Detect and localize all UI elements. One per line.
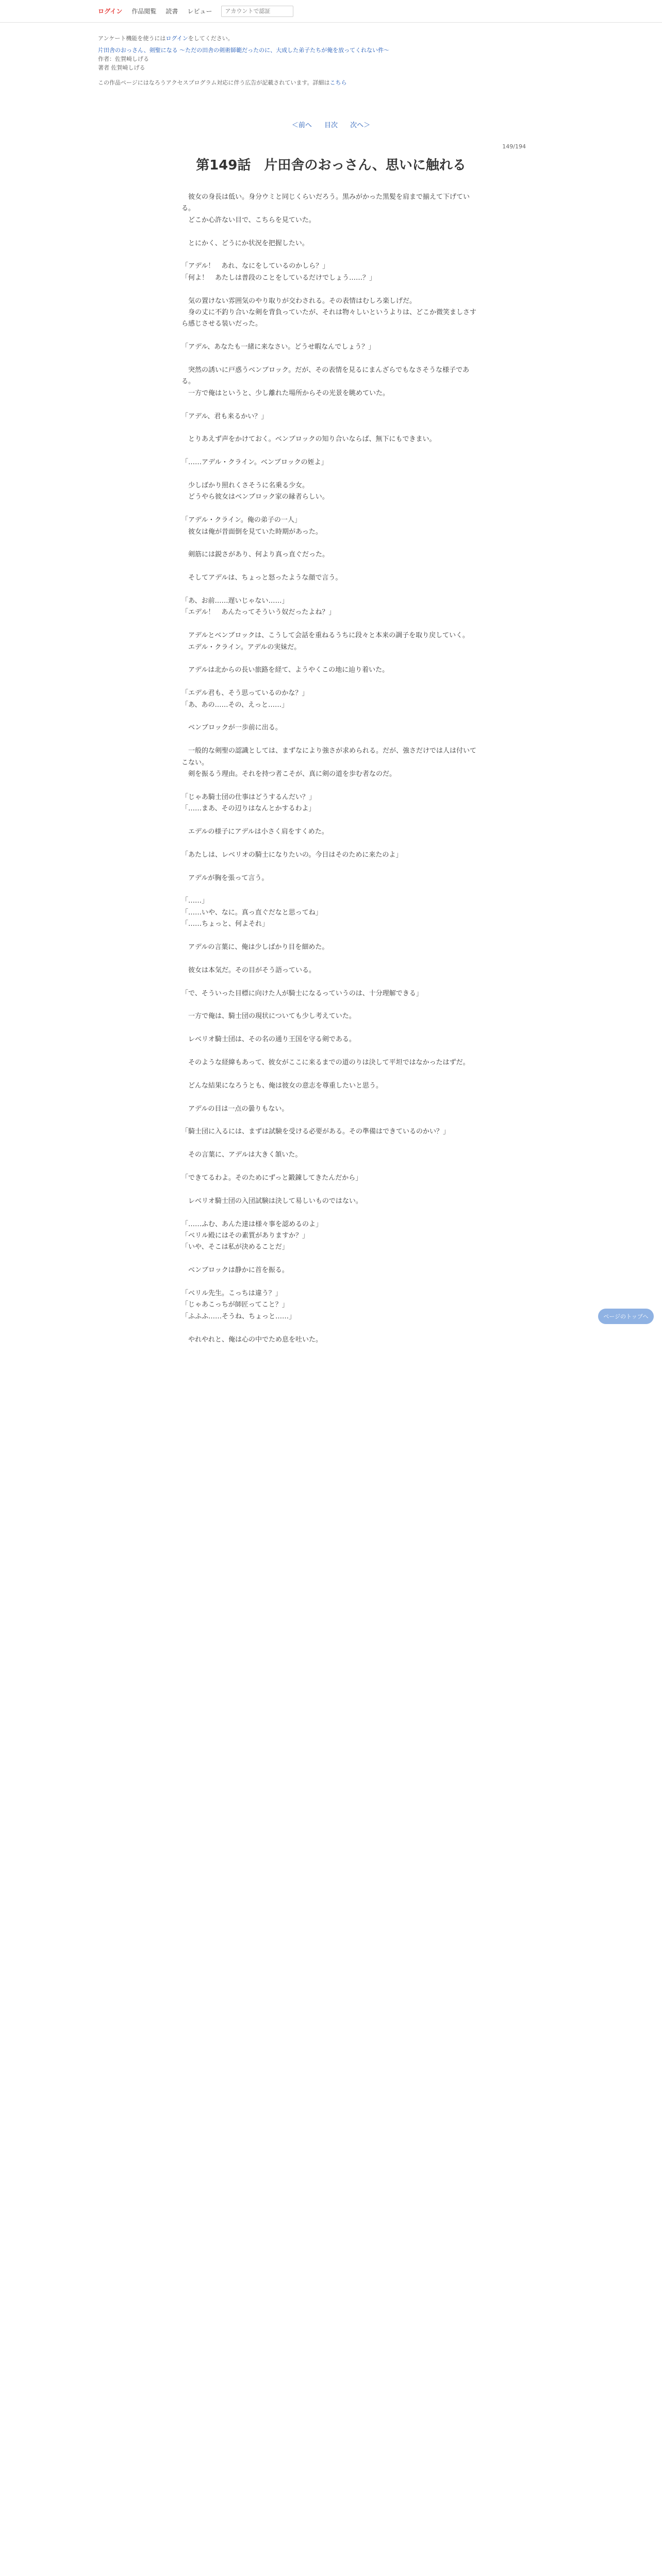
body-paragraph — [181, 353, 481, 365]
next-chapter-link[interactable]: 次へ＞ — [350, 122, 371, 129]
body-paragraph: 剣を振るう理由。それを持つ者こそが、真に剣の道を歩む者なのだ。 — [181, 770, 396, 778]
notice-area — [98, 34, 521, 87]
author-line — [98, 55, 521, 63]
top-navigation — [0, 0, 662, 23]
body-paragraph: 剣筋には鋭さがあり、何より真っ直ぐだった。 — [181, 551, 329, 559]
body-paragraph — [181, 284, 481, 295]
login-link[interactable]: ログイン — [98, 8, 123, 15]
body-paragraph — [181, 711, 481, 722]
body-paragraph: 「あ、あの……その、えっと……」 — [181, 701, 288, 709]
body-paragraph — [181, 780, 481, 791]
body-paragraph — [181, 1138, 481, 1149]
body-paragraph — [181, 884, 481, 895]
body-paragraph — [181, 1023, 481, 1034]
body-paragraph — [181, 399, 481, 411]
search-input[interactable] — [221, 6, 293, 17]
body-paragraph: どんな結果になろうとも、俺は彼女の意志を尊重したいと思う。 — [181, 1081, 383, 1090]
chapter-pager — [0, 120, 662, 129]
body-paragraph — [181, 976, 481, 988]
chapter-title: 第149話 片田舎のおっさん、思いに触れる — [196, 158, 466, 173]
body-paragraph: 気の置けない雰囲気のやり取りが交わされる。その表情はむしろ楽しげだ。 — [181, 297, 417, 305]
body-paragraph: レベリオ騎士団は、その名の通り王国を守る剣である。 — [181, 1036, 356, 1044]
body-paragraph — [181, 619, 481, 630]
notice-text: アンケート機能を使うには — [98, 35, 166, 42]
body-paragraph: 「……」 — [181, 897, 209, 905]
body-paragraph: そのような経緯もあって、彼女がここに来るまでの道のりは決して平坦ではなかったはずだ。 — [181, 1059, 470, 1067]
body-paragraph — [181, 1323, 481, 1334]
body-paragraph: 彼女の身長は低い。身分ウミと同じくらいだろう。黒みがかった黒髪を肩まで揃えて下げている。 — [181, 193, 470, 213]
body-paragraph: やれやれと、俺は心の中でため息を吐いた。 — [181, 1335, 323, 1344]
body-paragraph — [181, 953, 481, 964]
reading-link[interactable]: 読書 — [166, 8, 178, 15]
body-paragraph — [181, 861, 481, 872]
body-paragraph: 「……いや、なに。真っ直ぐだなと思ってね」 — [181, 908, 322, 917]
body-paragraph: ベンブロックが一歩前に出る。 — [181, 724, 282, 732]
body-paragraph: 突然の誘いに戸惑うベンブロック。だが、その表情を見るにまんざらでもなさそうな様子である。 — [181, 366, 470, 386]
body-paragraph — [181, 422, 481, 434]
notice-suffix: をしてください。 — [188, 35, 234, 42]
author-prefix: 著者 — [98, 64, 109, 71]
body-paragraph: 「じゃあこっちが師匠ってこと？」 — [181, 1301, 289, 1309]
body-paragraph: その言葉に、アデルは大きく頷いた。 — [181, 1151, 302, 1159]
body-paragraph: エデル・クライン。アデルの実妹だ。 — [181, 643, 301, 651]
novel-title-link[interactable]: 片田舎のおっさん、剣聖になる ～ただの田舎の剣術師範だったのに、大成した弟子たちが俺を放ってくれない件～ — [98, 47, 390, 54]
body-paragraph: とにかく、どうにか状況を把握したい。 — [181, 239, 309, 247]
body-paragraph — [181, 653, 481, 665]
chapter-counter: 149/194 — [502, 143, 526, 150]
ad-note-text: この作品ページにはなろうアクセスプログラム対応に伴う広告が記載されています。詳細は — [98, 79, 330, 86]
body-paragraph: アデルとベンブロックは、こうして会話を重ねるうちに段々と本来の調子を取り戻していく。 — [181, 632, 469, 640]
body-paragraph: 「アデル！ あれ、なにをしているのかしら？」 — [181, 262, 329, 270]
body-paragraph — [181, 1277, 481, 1288]
body-paragraph: 「エデル君も、そう思っているのかな？」 — [181, 689, 309, 698]
body-paragraph: ベンブロックは静かに首を振る。 — [181, 1266, 289, 1275]
ad-note-link[interactable]: こちら — [329, 79, 347, 86]
body-paragraph — [181, 999, 481, 1011]
author-name-line — [98, 63, 521, 72]
body-paragraph — [181, 676, 481, 688]
body-paragraph: 「で、そういった目標に向けた人が騎士になるっていうのは、十分理解できる」 — [181, 989, 423, 997]
body-paragraph: 「何よ！ あたしは普段のことをしているだけでしょう……？」 — [181, 274, 376, 282]
body-paragraph — [181, 538, 481, 549]
body-paragraph — [181, 815, 481, 826]
body-paragraph — [181, 561, 481, 572]
prev-chapter-link[interactable]: ＜前へ — [291, 122, 312, 129]
back-to-top-button[interactable]: ページのトップへ — [598, 1309, 654, 1324]
body-paragraph — [181, 1184, 481, 1195]
body-paragraph: 「じゃあ騎士団の仕事はどうするんだい？」 — [181, 793, 316, 801]
body-paragraph — [181, 1207, 481, 1218]
body-paragraph: 「いや、そこは私が決めることだ」 — [181, 1243, 289, 1251]
ad-notice — [98, 78, 521, 87]
body-paragraph: 「あ、お前……遅いじゃない……」 — [181, 597, 289, 605]
body-paragraph — [181, 734, 481, 745]
index-link[interactable]: 目次 — [324, 122, 338, 129]
body-paragraph — [181, 1161, 481, 1173]
body-paragraph — [181, 1046, 481, 1057]
body-paragraph: 「ベリル先生。こっちは違う？」 — [181, 1290, 282, 1297]
body-paragraph — [181, 1115, 481, 1126]
body-paragraph: 「騎士団に入るには、まずは試験を受ける必要がある。その準備はできているのかい？」 — [181, 1128, 450, 1136]
body-paragraph: 身の丈に不釣り合いな剣を背負っていたが、それは物々しいというよりは、どこか微笑ましさすら感じさせる装いだった。 — [181, 309, 477, 328]
body-paragraph: 彼女は本気だ。その目がそう語っている。 — [181, 966, 316, 974]
body-paragraph: アデルの言葉に、俺は少しばかり目を細めた。 — [181, 943, 329, 952]
body-paragraph — [181, 249, 481, 261]
review-link[interactable]: レビュー — [187, 8, 212, 15]
body-paragraph: どうやら彼女はベンブロック家の縁者らしい。 — [181, 493, 329, 501]
body-paragraph: エデルの様子にアデルは小さく肩をすくめた。 — [181, 828, 328, 836]
body-paragraph — [181, 930, 481, 942]
login-notice — [98, 34, 521, 43]
body-paragraph: とりあえず声をかけておく。ベンブロックの知り合いならば、無下にもできまい。 — [181, 435, 436, 444]
notice-login-link[interactable]: ログイン — [166, 35, 188, 42]
body-paragraph — [181, 503, 481, 515]
body-paragraph — [181, 469, 481, 480]
author-credit: 作者：佐賀崎しげる — [98, 56, 149, 62]
body-paragraph: アデルは北からの長い旅路を経て、ようやくこの地に辿り着いた。 — [181, 666, 389, 674]
body-paragraph — [181, 1092, 481, 1103]
body-paragraph — [181, 1069, 481, 1080]
body-paragraph: 「……まあ、その辺りはなんとかするわよ」 — [181, 805, 316, 813]
body-paragraph: どこか心許ない目で、こちらを見ていた。 — [181, 216, 316, 224]
body-paragraph: レベリオ騎士団の入団試験は決して易しいものではない。 — [181, 1197, 362, 1205]
body-paragraph: 「できてるわよ。そのためにずっと鍛錬してきたんだから」 — [181, 1174, 362, 1182]
body-paragraph: 少しばかり照れくさそうに名乗る少女。 — [181, 482, 309, 490]
body-paragraph — [181, 838, 481, 849]
body-paragraph — [181, 226, 481, 238]
body-paragraph: 一方で俺はというと、少し離れた場所からその光景を眺めていた。 — [181, 389, 390, 397]
chapter-body — [181, 192, 481, 1346]
body-paragraph: アデルが胸を張って言う。 — [181, 874, 269, 882]
body-paragraph: 「アデル・クライン。俺の弟子の一人」 — [181, 516, 301, 524]
body-paragraph — [181, 330, 481, 342]
author-name[interactable]: 佐賀崎しげる — [111, 64, 145, 71]
body-paragraph: 「エデル！ あんたってそういう奴だったよね？」 — [181, 608, 336, 617]
body-paragraph: アデルの目は一点の曇りもない。 — [181, 1105, 289, 1113]
body-paragraph — [181, 446, 481, 457]
browse-link[interactable]: 作品閲覧 — [131, 8, 157, 15]
body-paragraph: 一般的な剣聖の認識としては、まずなにより強さが求められる。だが、強さだけでは人は付いてこない。 — [181, 747, 477, 767]
body-paragraph — [181, 1253, 481, 1265]
body-paragraph: 「……アデル・クライン。ベンブロックの姪よ」 — [181, 459, 328, 467]
breadcrumb — [98, 46, 521, 55]
body-paragraph: 「ふふふ……そうね、ちょっと……」 — [181, 1312, 296, 1320]
body-paragraph: 「アデル、君も来るかい？」 — [181, 412, 268, 420]
body-paragraph: 「……ふむ、あんた達は様々事を認めるのよ」 — [181, 1220, 323, 1228]
body-paragraph: 「ベリル殿にはその素質がありますか？」 — [181, 1232, 309, 1240]
body-paragraph: 「……ちょっと、何よそれ」 — [181, 920, 269, 928]
body-paragraph: 「アデル、あなたも一緒に来なさい。どうせ暇なんでしょう？」 — [181, 343, 375, 351]
body-paragraph: 彼女は俺が昔面倒を見ていた時期があった。 — [181, 528, 322, 536]
body-paragraph — [181, 584, 481, 596]
body-paragraph: 「あたしは、レベリオの騎士になりたいの。今日はそのために来たのよ」 — [181, 851, 403, 859]
body-paragraph: 一方で俺は、騎士団の現状についても少し考えていた。 — [181, 1012, 356, 1021]
body-paragraph: そしてアデルは、ちょっと怒ったような顔で言う。 — [181, 574, 342, 582]
